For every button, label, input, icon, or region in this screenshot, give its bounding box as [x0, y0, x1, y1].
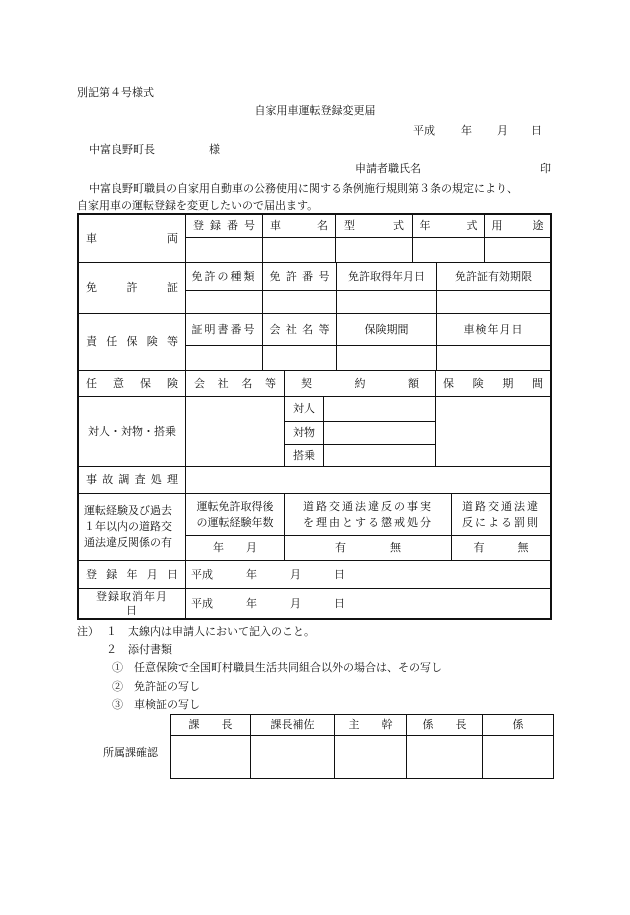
- disciplinary-presence: 有 無: [335, 541, 401, 554]
- col-optional-period: 保険期間: [443, 376, 543, 390]
- notes-prefix: 注）: [77, 625, 99, 638]
- col-contract-amount: 契 約 額: [301, 376, 419, 390]
- experience-years-value: 年 月: [213, 541, 257, 554]
- intro-line-2: 自家用車の運転登録を変更したいので届出ます。: [77, 199, 319, 212]
- attachment-2: ② 免許証の写し: [112, 680, 200, 693]
- addressee-honorific: 様: [209, 143, 220, 156]
- col-model-year: 年 式: [419, 219, 478, 232]
- registration-table: [77, 213, 552, 620]
- col-license-type: 免許の種類: [191, 269, 257, 283]
- form-number: 別記第４号様式: [77, 86, 154, 99]
- applicant-label: 申請者職氏名: [355, 162, 421, 175]
- confirmation-label: 所属課確認: [103, 746, 158, 759]
- license-label: 免 許 証: [86, 281, 178, 294]
- col-license-acquired: 免許取得年月日: [348, 269, 425, 283]
- registration-date-label: 登録年月日: [86, 567, 178, 581]
- accident-label: 事故調査処理: [86, 473, 178, 486]
- optional-insurance-label: 任意保険: [86, 376, 178, 390]
- confirmation-table: [170, 714, 554, 779]
- col-disciplinary-action: 道路交通法違反の事実 を理由とする懲戒処分: [303, 499, 433, 529]
- col-supervisor: 主 幹: [348, 718, 393, 731]
- note-2: ２ 添付書類: [106, 643, 172, 656]
- coverage-label: 対人・対物・搭乗: [88, 424, 176, 438]
- penalty-presence: 有 無: [473, 541, 529, 554]
- coverage-bodily: 対人: [293, 402, 315, 415]
- violation-history-label: 運転経験及び過去 １年以内の道路交 通法違反関係の有: [84, 504, 172, 549]
- coverage-property: 対物: [293, 426, 315, 439]
- col-penalty: 道路交通法違 反による罰則: [462, 499, 540, 529]
- coverage-passenger: 搭乗: [293, 448, 315, 462]
- col-usage: 用 途: [491, 219, 544, 232]
- col-insurance-period: 保険期間: [364, 322, 409, 336]
- attachment-1: ① 任意保険で全国町村職員生活共同組合以外の場合は、その写し: [112, 661, 442, 674]
- date-year: 年: [461, 124, 472, 137]
- col-certificate-number: 証明書番号: [191, 322, 257, 336]
- date-era: 平成: [413, 124, 435, 137]
- note-1: １ 太線内は申請人において記入のこと。: [106, 625, 315, 638]
- col-registration-number: 登録番号: [193, 219, 255, 232]
- cancellation-date-value: 平成 年 月 日: [191, 596, 345, 610]
- col-section-chief: 課 長: [188, 718, 233, 731]
- form-title: 自家用車運転登録変更届: [254, 104, 376, 117]
- col-group-leader: 係 長: [422, 718, 467, 731]
- col-optional-company: 会社名等: [194, 376, 276, 390]
- col-staff: 係: [512, 718, 524, 731]
- date-day: 日: [531, 124, 542, 137]
- intro-line-1: 中富良野町職員の自家用自動車の公務使用に関する条例施行規則第３条の規定により、: [89, 182, 518, 195]
- liability-insurance-label: 責任保険等: [86, 335, 178, 348]
- col-license-expiry: 免許証有効期限: [455, 269, 532, 283]
- col-model: 型 式: [344, 219, 404, 232]
- col-deputy-chief: 課長補佐: [270, 718, 315, 731]
- attachment-3: ③ 車検証の写し: [112, 698, 200, 711]
- registration-date-value: 平成 年 月 日: [191, 567, 345, 581]
- seal-mark: 印: [540, 162, 551, 175]
- addressee-name: 中富良野町長: [89, 143, 155, 156]
- date-month: 月: [497, 124, 508, 137]
- col-driving-experience: 運転免許取得後 の運転経験年数: [196, 499, 274, 529]
- cancellation-date-label: 登録取消年月 日: [96, 589, 168, 617]
- col-company-name: 会社名等: [269, 322, 330, 336]
- vehicle-label: 車 両: [86, 231, 178, 245]
- col-car-name: 車 名: [270, 219, 328, 232]
- col-license-number: 免許番号: [269, 269, 330, 283]
- col-inspection-date: 車検年月日: [463, 322, 524, 336]
